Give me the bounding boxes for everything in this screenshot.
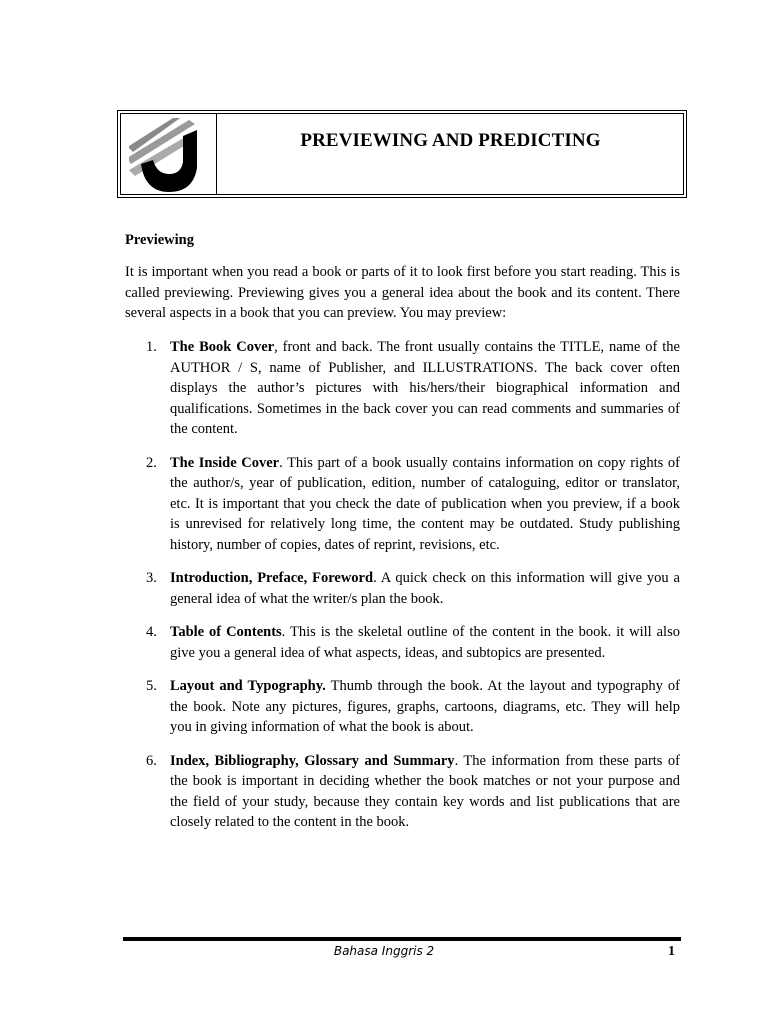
list-item-number: 5.: [146, 678, 157, 694]
list-item-term: The Book Cover: [170, 339, 275, 355]
book-logo-icon: [127, 116, 209, 198]
footer-text: Bahasa Inggris 2: [333, 944, 435, 958]
list-item-term: Layout and Typography.: [170, 678, 326, 694]
page-number: 1: [668, 944, 675, 959]
list-item-term: Table of Contents: [170, 624, 282, 640]
chapter-header-box: [117, 110, 687, 198]
list-item-number: 2.: [146, 454, 157, 471]
list-item-number: 6.: [146, 752, 157, 769]
chapter-header-inner: [120, 113, 684, 195]
list-item-text: . A quick check on this information will give you a general idea of what the writer/s plan the book.: [170, 570, 680, 607]
list-item: [125, 622, 680, 663]
list-item: [125, 568, 680, 609]
list-item-text: . The information from these parts of the book is important in deciding whether the book matches or not your purpose and the field of your study, because they contain key words and list publications that are closely related to the content in the book.: [170, 752, 681, 830]
footer-rule: [123, 937, 681, 941]
list-item-text: Thumb through the book. At the layout and typography of the book. Note any pictures, figures, graphs, cartoons, diagrams, etc. They will help you in giving information of what the book is about.: [170, 678, 680, 735]
list-item-term: Index, Bibliography, Glossary and Summary: [170, 752, 455, 769]
preview-aspects-list: [125, 337, 680, 846]
logo-cell: [121, 114, 217, 194]
page-title: PREVIEWING AND PREDICTING: [300, 130, 601, 151]
list-item-number: 4.: [146, 624, 157, 640]
list-item: [125, 676, 680, 738]
list-item-number: 1.: [146, 339, 157, 355]
list-item-term: Introduction, Preface, Foreword: [170, 570, 374, 586]
intro-paragraph: It is important when you read a book or parts of it to look first before you start reading. This is called previewing. Previewing gives you a general idea about the book and its content. There several aspects in a book that you can preview. You may preview:: [125, 264, 680, 321]
section-heading: Previewing: [125, 232, 194, 248]
list-item-text: . This is the skeletal outline of the content in the book. it will also give you a general idea of what aspects, ideas, and subtopics are presented.: [170, 624, 680, 661]
list-item-term: The Inside Cover: [170, 454, 280, 471]
list-item: [125, 453, 680, 556]
list-item-number: 3.: [146, 570, 157, 586]
list-item-text: . This part of a book usually contains information on copy rights of the author/s, year of publication, edition, number of cataloguing, editor or translator, etc. It is important that you check the date of publication when you preview, if a book is unrevised for relatively long time, the content may be outdated. Study publishing history, number of copies, dates of reprint, revisions, etc.: [170, 454, 680, 553]
list-item: [125, 337, 680, 440]
list-item: [125, 751, 680, 833]
list-item-text: , front and back. The front usually contains the TITLE, name of the AUTHOR / S, name of Publisher, and ILLUSTRATIONS. The back cover often displays the author’s pictures with his/hers/their biographical information and qualifications. Sometimes in the back cover you can read comments and summaries of the content.: [170, 339, 680, 437]
